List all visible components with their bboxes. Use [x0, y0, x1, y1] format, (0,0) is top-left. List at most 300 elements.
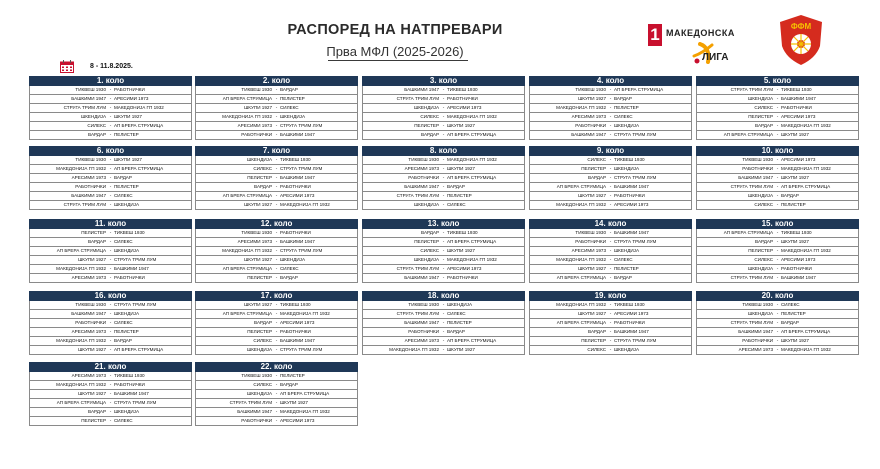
home-team: АРЕСИМИ 1973	[71, 175, 107, 180]
match-row	[696, 301, 859, 310]
match-separator: -	[109, 320, 112, 325]
away-team: РАБОТНИЧКИ	[279, 184, 311, 189]
match-separator: -	[442, 87, 445, 92]
match-separator: -	[109, 266, 112, 271]
home-team: ТИКВЕШ 1930	[241, 87, 273, 92]
match-separator: -	[109, 239, 112, 244]
date-label: 8 - 11.8.2025.	[90, 63, 133, 70]
match-row	[195, 247, 358, 256]
round-header: 2. коло	[195, 76, 358, 86]
home-team: ВАРДАР	[254, 320, 273, 325]
away-team: СИЛЕКС	[279, 105, 299, 110]
home-team: ТИКВЕШ 1930	[75, 87, 107, 92]
away-team: РАБОТНИЧКИ	[113, 382, 145, 387]
away-team: МАКЕДОНИЈА ГП 1932	[446, 257, 497, 262]
away-team: ШКУПИ 1927	[780, 175, 809, 180]
away-team: РАБОТНИЧКИ	[113, 87, 145, 92]
away-team: ВАРДАР	[279, 382, 298, 387]
match-separator: -	[609, 123, 612, 128]
away-team: ШКУПИ 1927	[446, 248, 475, 253]
round-block	[529, 219, 692, 283]
away-team: АП БРЕРА СТРУМИЦА	[446, 175, 497, 180]
match-row	[529, 346, 692, 355]
away-team: ТИКВЕШ 1930	[279, 302, 311, 307]
match-separator: -	[109, 248, 112, 253]
home-team: ТИКВЕШ 1930	[575, 230, 607, 235]
match-row	[195, 256, 358, 265]
match-separator: -	[609, 275, 612, 280]
match-separator: -	[442, 248, 445, 253]
home-team: РАБОТНИЧКИ	[75, 320, 107, 325]
home-team: СТРУГА ТРИМ ЛУМ	[730, 320, 774, 325]
home-team: ШКЕНДИЈА	[246, 157, 273, 162]
home-team: БАШКИМИ 1947	[404, 87, 440, 92]
away-team: ПЕЛИСТЕР	[113, 329, 139, 334]
home-team: ШКЕНДИЈА	[413, 257, 440, 262]
away-team: ШКУПИ 1927	[113, 114, 142, 119]
match-row	[696, 247, 859, 256]
away-team: ШКУПИ 1927	[780, 239, 809, 244]
home-team: СТРУГА ТРИМ ЛУМ	[229, 400, 273, 405]
away-team: РАБОТНИЧКИ	[613, 193, 645, 198]
match-separator: -	[109, 96, 112, 101]
round-header: 14. коло	[529, 219, 692, 229]
home-team: ШКЕНДИЈА	[747, 311, 774, 316]
match-row	[29, 408, 192, 417]
match-separator: -	[275, 157, 278, 162]
match-row	[29, 122, 192, 131]
away-team: АП БРЕРА СТРУМИЦА	[446, 338, 497, 343]
match-separator: -	[275, 275, 278, 280]
match-row	[195, 104, 358, 113]
away-team: ШКУПИ 1927	[446, 123, 475, 128]
match-separator: -	[609, 338, 612, 343]
away-team: БАШКИМИ 1947	[113, 391, 149, 396]
match-separator: -	[275, 382, 278, 387]
away-team: ТИКВЕШ 1930	[613, 157, 645, 162]
match-row	[362, 346, 525, 355]
away-team: АРЕСИМИ 1973	[279, 193, 315, 198]
match-row	[529, 165, 692, 174]
match-row	[362, 328, 525, 337]
home-team: МАКЕДОНИЈА ГП 1932	[556, 302, 607, 307]
match-row	[362, 229, 525, 238]
match-row	[29, 265, 192, 274]
match-separator: -	[609, 248, 612, 253]
home-team: ПЕЛИСТЕР	[581, 338, 607, 343]
match-separator: -	[275, 409, 278, 414]
home-team: ВАРДАР	[254, 184, 273, 189]
home-team: ШКУПИ 1927	[244, 202, 273, 207]
match-row	[29, 104, 192, 113]
match-row	[362, 183, 525, 192]
away-team: ШКЕНДИЈА	[113, 409, 140, 414]
away-team: АРЕСИМИ 1973	[613, 202, 649, 207]
match-separator: -	[275, 338, 278, 343]
home-team: СТРУГА ТРИМ ЛУМ	[396, 96, 440, 101]
match-separator: -	[442, 275, 445, 280]
home-team: ШКУПИ 1927	[578, 266, 607, 271]
match-separator: -	[275, 132, 278, 137]
home-team: ШКУПИ 1927	[244, 105, 273, 110]
home-team: СИЛЕКС	[420, 248, 440, 253]
away-team: ПЕЛИСТЕР	[446, 320, 472, 325]
away-team: СИЛЕКС	[113, 418, 133, 423]
home-team: СИЛЕКС	[253, 382, 273, 387]
match-row	[696, 229, 859, 238]
away-team: ПЕЛИСТЕР	[780, 311, 806, 316]
match-separator: -	[109, 202, 112, 207]
home-team: БАШКИМИ 1947	[404, 320, 440, 325]
home-team: СИЛЕКС	[420, 114, 440, 119]
away-team: ВАРДАР	[446, 329, 465, 334]
home-team: ПЕЛИСТЕР	[748, 248, 774, 253]
home-team: СТРУГА ТРИМ ЛУМ	[730, 275, 774, 280]
home-team: РАБОТНИЧКИ	[408, 175, 440, 180]
home-team: МАКЕДОНИЈА ГП 1932	[222, 114, 273, 119]
match-separator: -	[275, 248, 278, 253]
round-block	[29, 362, 192, 426]
match-row	[362, 156, 525, 165]
match-row	[362, 192, 525, 201]
away-team: СИЛЕКС	[613, 114, 633, 119]
away-team: АП БРЕРА СТРУМИЦА	[780, 329, 831, 334]
match-separator: -	[109, 418, 112, 423]
match-separator: -	[275, 175, 278, 180]
match-row	[529, 337, 692, 346]
match-separator: -	[275, 166, 278, 171]
match-row	[362, 310, 525, 319]
match-separator: -	[609, 193, 612, 198]
match-separator: -	[109, 157, 112, 162]
match-separator: -	[109, 123, 112, 128]
match-separator: -	[776, 266, 779, 271]
away-team: БАШКИМИ 1947	[279, 338, 315, 343]
match-separator: -	[776, 230, 779, 235]
home-team: ВАРДАР	[588, 175, 607, 180]
round-block	[195, 291, 358, 355]
home-team: ТИКВЕШ 1930	[742, 157, 774, 162]
round-header: 20. коло	[696, 291, 859, 301]
match-separator: -	[609, 311, 612, 316]
match-separator: -	[442, 175, 445, 180]
home-team: ВАРДАР	[588, 329, 607, 334]
match-row	[195, 381, 358, 390]
match-separator: -	[442, 105, 445, 110]
match-row	[362, 122, 525, 131]
match-separator: -	[776, 132, 779, 137]
match-row	[195, 328, 358, 337]
away-team: БАШКИМИ 1947	[780, 96, 816, 101]
match-row	[696, 310, 859, 319]
home-team: АРЕСИМИ 1973	[237, 239, 273, 244]
match-row	[696, 201, 859, 210]
home-team: СИЛЕКС	[253, 338, 273, 343]
away-team: БАШКИМИ 1947	[613, 329, 649, 334]
away-team: ПЕЛИСТЕР	[113, 132, 139, 137]
home-team: АП БРЕРА СТРУМИЦА	[556, 275, 607, 280]
away-team: АРЕСИМИ 1973	[780, 257, 816, 262]
match-separator: -	[776, 257, 779, 262]
away-team: ШКУПИ 1927	[780, 132, 809, 137]
match-row	[362, 265, 525, 274]
away-team: ВАРДАР	[780, 193, 799, 198]
away-team: ПЕЛИСТЕР	[613, 105, 639, 110]
match-separator: -	[109, 184, 112, 189]
away-team: РАБОТНИЧКИ	[446, 275, 478, 280]
round-block	[362, 146, 525, 210]
match-row	[529, 238, 692, 247]
match-separator: -	[776, 166, 779, 171]
match-row	[529, 113, 692, 122]
away-team: МАКЕДОНИЈА ГП 1932	[446, 157, 497, 162]
match-row	[696, 328, 859, 337]
home-team: ШКЕНДИЈА	[246, 347, 273, 352]
home-team: РАБОТНИЧКИ	[575, 123, 607, 128]
match-separator: -	[609, 184, 612, 189]
match-separator: -	[275, 87, 278, 92]
away-team: АП БРЕРА СТРУМИЦА	[113, 166, 164, 171]
match-row	[29, 113, 192, 122]
match-separator: -	[275, 302, 278, 307]
away-team: ТИКВЕШ 1930	[780, 87, 812, 92]
away-team: ПЕЛИСТЕР	[446, 193, 472, 198]
match-separator: -	[275, 105, 278, 110]
home-team: МАКЕДОНИЈА ГП 1932	[222, 248, 273, 253]
match-row	[29, 328, 192, 337]
match-separator: -	[275, 202, 278, 207]
round-block	[195, 146, 358, 210]
home-team: БАШКИМИ 1947	[71, 193, 107, 198]
away-team: СИЛЕКС	[446, 202, 466, 207]
home-team: ТИКВЕШ 1930	[408, 157, 440, 162]
match-separator: -	[275, 239, 278, 244]
match-row	[29, 399, 192, 408]
match-row	[29, 247, 192, 256]
round-header: 17. коло	[195, 291, 358, 301]
home-team: АРЕСИМИ 1973	[738, 347, 774, 352]
away-team: МАКЕДОНИЈА ГП 1932	[113, 105, 164, 110]
home-team: ШКЕНДИЈА	[747, 193, 774, 198]
match-row	[696, 95, 859, 104]
match-separator: -	[109, 373, 112, 378]
away-team: АП БРЕРА СТРУМИЦА	[446, 132, 497, 137]
home-team: БАШКИМИ 1947	[571, 132, 607, 137]
match-row	[195, 156, 358, 165]
home-team: ВАРДАР	[421, 230, 440, 235]
home-team: СТРУГА ТРИМ ЛУМ	[730, 184, 774, 189]
home-team: БАШКИМИ 1947	[404, 184, 440, 189]
match-separator: -	[109, 114, 112, 119]
home-team: СТРУГА ТРИМ ЛУМ	[730, 87, 774, 92]
match-row	[29, 95, 192, 104]
home-team: ТИКВЕШ 1930	[575, 87, 607, 92]
match-row	[195, 174, 358, 183]
page-subtitle: Прва МФЛ (2025-2026)	[326, 44, 464, 59]
home-team: СИЛЕКС	[754, 202, 774, 207]
round-header: 11. коло	[29, 219, 192, 229]
match-row	[362, 131, 525, 140]
away-team: АП БРЕРА СТРУМИЦА	[613, 87, 664, 92]
match-row	[362, 301, 525, 310]
match-separator: -	[275, 257, 278, 262]
home-team: ШКЕНДИЈА	[747, 266, 774, 271]
match-row	[195, 372, 358, 381]
away-team: ТИКВЕШ 1930	[113, 373, 145, 378]
home-team: ВАРДАР	[755, 239, 774, 244]
away-team: МАКЕДОНИЈА ГП 1932	[780, 123, 831, 128]
home-team: СТРУГА ТРИМ ЛУМ	[396, 266, 440, 271]
home-team: ТИКВЕШ 1930	[75, 302, 107, 307]
match-separator: -	[609, 266, 612, 271]
match-separator: -	[442, 184, 445, 189]
page-title: РАСПОРЕД НА НАТПРЕВАРИ	[287, 22, 503, 38]
home-team: АП БРЕРА СТРУМИЦА	[556, 184, 607, 189]
round-header: 13. коло	[362, 219, 525, 229]
away-team: ШКЕНДИЈА	[613, 347, 640, 352]
home-team: ШКУПИ 1927	[78, 391, 107, 396]
home-team: ШКУПИ 1927	[578, 193, 607, 198]
match-separator: -	[609, 347, 612, 352]
home-team: СИЛЕКС	[587, 157, 607, 162]
match-separator: -	[275, 311, 278, 316]
match-separator: -	[609, 87, 612, 92]
home-team: РАБОТНИЧКИ	[241, 418, 273, 423]
away-team: ШКЕНДИЈА	[613, 123, 640, 128]
match-separator: -	[776, 302, 779, 307]
match-separator: -	[275, 230, 278, 235]
round-block	[696, 219, 859, 283]
away-team: ПЕЛИСТЕР	[780, 202, 806, 207]
home-team: АП БРЕРА СТРУМИЦА	[222, 96, 273, 101]
home-team: БАШКИМИ 1947	[738, 329, 774, 334]
away-team: ШКЕНДИЈА	[279, 114, 306, 119]
match-row	[29, 183, 192, 192]
round-header: 3. коло	[362, 76, 525, 86]
away-team: БАШКИМИ 1947	[613, 184, 649, 189]
away-team: МАКЕДОНИЈА ГП 1932	[279, 409, 330, 414]
away-team: СТРУГА ТРИМ ЛУМ	[613, 239, 657, 244]
round-block	[29, 291, 192, 355]
home-team: АП БРЕРА СТРУМИЦА	[723, 230, 774, 235]
match-separator: -	[776, 329, 779, 334]
round-header: 5. коло	[696, 76, 859, 86]
match-row	[696, 238, 859, 247]
match-separator: -	[442, 329, 445, 334]
home-team: АП БРЕРА СТРУМИЦА	[56, 400, 107, 405]
away-team: БАШКИМИ 1947	[113, 266, 149, 271]
away-team: РАБОТНИЧКИ	[113, 275, 145, 280]
home-team: АРЕСИМИ 1973	[571, 114, 607, 119]
match-row	[195, 238, 358, 247]
away-team: БАШКИМИ 1947	[279, 132, 315, 137]
away-team: СИЛЕКС	[780, 302, 800, 307]
match-row	[529, 131, 692, 140]
home-team: ТИКВЕШ 1930	[241, 373, 273, 378]
home-team: БАШКИМИ 1947	[404, 275, 440, 280]
match-separator: -	[109, 329, 112, 334]
match-row	[195, 86, 358, 95]
match-row	[29, 301, 192, 310]
match-row	[195, 201, 358, 210]
home-team: ПЕЛИСТЕР	[247, 329, 273, 334]
away-team: ШКЕНДИЈА	[113, 202, 140, 207]
match-row	[529, 301, 692, 310]
home-team: ШКУПИ 1927	[78, 347, 107, 352]
match-row	[29, 174, 192, 183]
home-team: СТРУГА ТРИМ ЛУМ	[63, 105, 107, 110]
match-separator: -	[776, 105, 779, 110]
match-row	[29, 381, 192, 390]
match-separator: -	[442, 302, 445, 307]
match-row	[696, 174, 859, 183]
match-row	[696, 113, 859, 122]
match-separator: -	[442, 123, 445, 128]
round-header: 10. коло	[696, 146, 859, 156]
away-team: РАБОТНИЧКИ	[780, 105, 812, 110]
match-separator: -	[442, 347, 445, 352]
round-block	[29, 76, 192, 140]
match-row	[529, 310, 692, 319]
home-team: ПЕЛИСТЕР	[581, 166, 607, 171]
match-separator: -	[275, 373, 278, 378]
round-block	[696, 146, 859, 210]
home-team: АРЕСИМИ 1973	[404, 166, 440, 171]
match-row	[696, 156, 859, 165]
match-separator: -	[776, 96, 779, 101]
away-team: СТРУГА ТРИМ ЛУМ	[113, 257, 157, 262]
home-team: АРЕСИМИ 1973	[237, 123, 273, 128]
away-team: МАКЕДОНИЈА ГП 1932	[780, 347, 831, 352]
home-team: АП БРЕРА СТРУМИЦА	[222, 266, 273, 271]
match-separator: -	[776, 320, 779, 325]
match-separator: -	[609, 105, 612, 110]
away-team: СТРУГА ТРИМ ЛУМ	[113, 302, 157, 307]
macedonian-league-logo	[648, 18, 766, 74]
away-team: РАБОТНИЧКИ	[279, 329, 311, 334]
match-row	[696, 337, 859, 346]
away-team: АРЕСИМИ 1973	[279, 418, 315, 423]
match-separator: -	[609, 329, 612, 334]
match-separator: -	[275, 418, 278, 423]
match-separator: -	[776, 202, 779, 207]
match-separator: -	[109, 193, 112, 198]
home-team: АРЕСИМИ 1973	[404, 338, 440, 343]
match-row	[529, 183, 692, 192]
match-separator: -	[609, 114, 612, 119]
away-team: ПЕЛИСТЕР	[279, 373, 305, 378]
away-team: МАКЕДОНИЈА ГП 1932	[279, 202, 330, 207]
match-row	[696, 131, 859, 140]
home-team: РАБОТНИЧКИ	[742, 166, 774, 171]
round-block	[696, 291, 859, 355]
home-team: ШКУПИ 1927	[244, 257, 273, 262]
home-team: ШКЕНДИЈА	[413, 105, 440, 110]
home-team: СТРУГА ТРИМ ЛУМ	[396, 193, 440, 198]
home-team: ПЕЛИСТЕР	[414, 239, 440, 244]
away-team: СИЛЕКС	[113, 239, 133, 244]
home-team: РАБОТНИЧКИ	[742, 338, 774, 343]
match-separator: -	[442, 239, 445, 244]
away-team: СТРУГА ТРИМ ЛУМ	[613, 175, 657, 180]
round-header: 22. коло	[195, 362, 358, 372]
away-team: ПЕЛИСТЕР	[279, 96, 305, 101]
away-team: АРЕСИМИ 1973	[279, 320, 315, 325]
match-separator: -	[776, 184, 779, 189]
home-team: МАКЕДОНИЈА ГП 1932	[56, 166, 107, 171]
match-row	[529, 156, 692, 165]
match-separator: -	[109, 132, 112, 137]
